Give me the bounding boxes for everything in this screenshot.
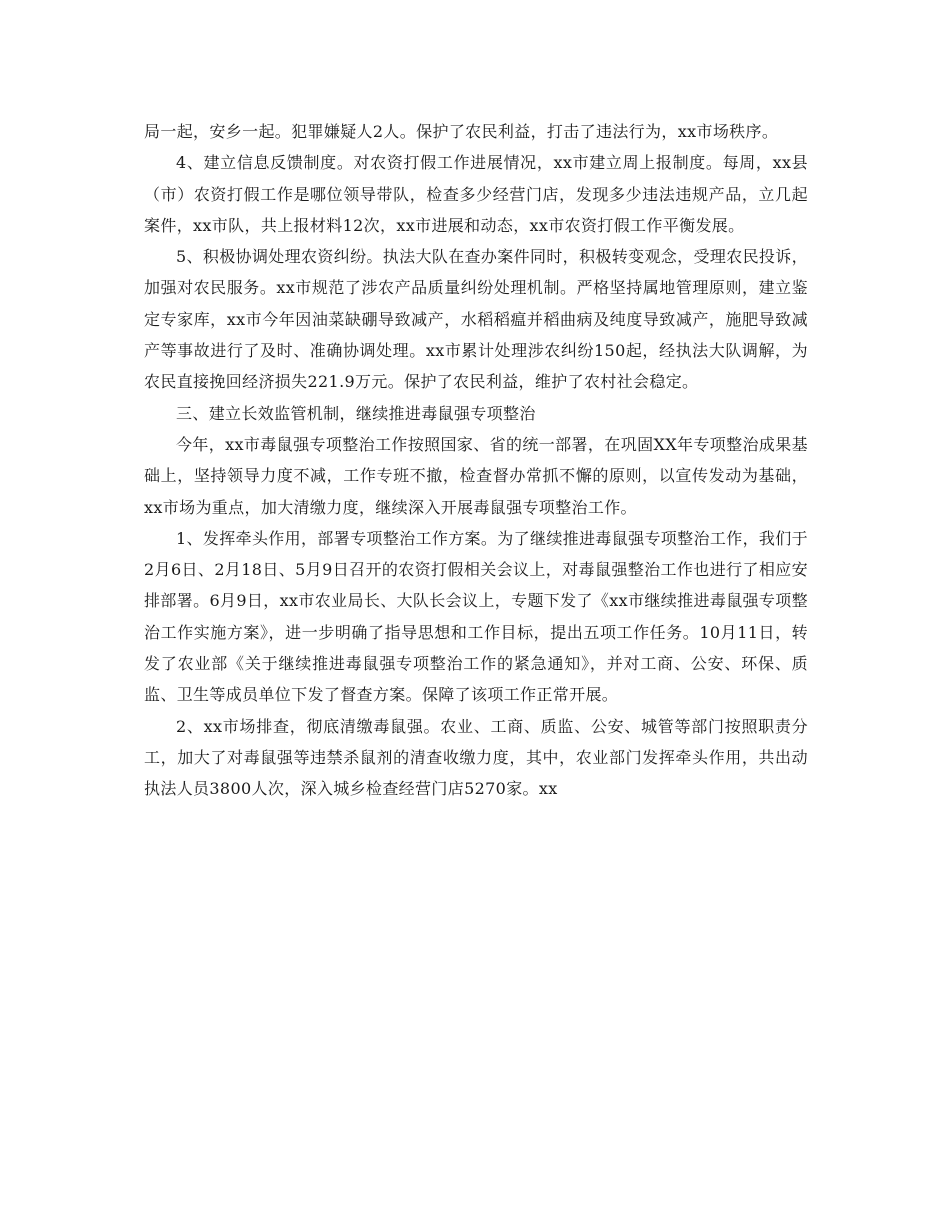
document-body — [144, 116, 808, 805]
paragraph-item-2: 2、xx市场排查，彻底清缴毒鼠强。农业、工商、质监、公安、城管等部门按照职责分工，加大了对毒鼠强等违禁杀鼠剂的清查收缴力度，其中，农业部门发挥牵头作用，共出动执法人员3800人次，深入城乡检查经营门店5270家。xx — [144, 716, 808, 799]
paragraph-item-1: 1、发挥牵头作用，部署专项整治工作方案。为了继续推进毒鼠强专项整治工作，我们于2月6日、2月18日、5月9日召开的农资打假相关会议上，对毒鼠强整治工作也进行了相应安排部署。6月9日，xx市农业局长、大队长会议上，专题下发了《xx市继续推进毒鼠强专项整治工作实施方案》，进一步明确了指导思想和工作目标，提出五项工作任务。10月11日，转发了农业部《关于继续推进毒鼠强专项整治工作的紧急通知》，并对工商、公安、环保、质监、卫生等成员单位下发了督查方案。保障了该项工作正常开展。 — [144, 528, 808, 705]
paragraph-item-4: 4、建立信息反馈制度。对农资打假工作进展情况，xx市建立周上报制度。每周，xx县（市）农资打假工作是哪位领导带队，检查多少经营门店，发现多少违法违规产品，立几起案件，xx市队，共上报材料12次，xx市进展和动态，xx市农资打假工作平衡发展。 — [144, 153, 808, 235]
paragraph-continuation: 局一起，安乡一起。犯罪嫌疑人2人。保护了农民利益，打击了违法行为，xx市场秩序。 — [144, 122, 779, 141]
paragraph-item-5: 5、积极协调处理农资纠纷。执法大队在查办案件同时，积极转变观念，受理农民投诉，加强对农民服务。xx市规范了涉农产品质量纠纷处理机制。严格坚持属地管理原则，建立鉴定专家库，xx市今年因油菜缺硼导致减产，水稻稻瘟并稻曲病及纯度导致减产，施肥导致减产等事故进行了及时、准确协调处理。xx市累计处理涉农纠纷150起，经执法大队调解，为农民直接挽回经济损失221.9万元。保护了农民利益，维护了农村社会稳定。 — [144, 247, 808, 392]
paragraph-section-intro: 今年，xx市毒鼠强专项整治工作按照国家、省的统一部署，在巩固XX年专项整治成果基础上，坚持领导力度不减，工作专班不撤，检查督办常抓不懈的原则，以宣传发动为基础，xx市场为重点，加大清缴力度，继续深入开展毒鼠强专项整治工作。 — [144, 434, 808, 517]
section-heading-3: 三、建立长效监管机制，继续推进毒鼠强专项整治 — [176, 403, 536, 423]
